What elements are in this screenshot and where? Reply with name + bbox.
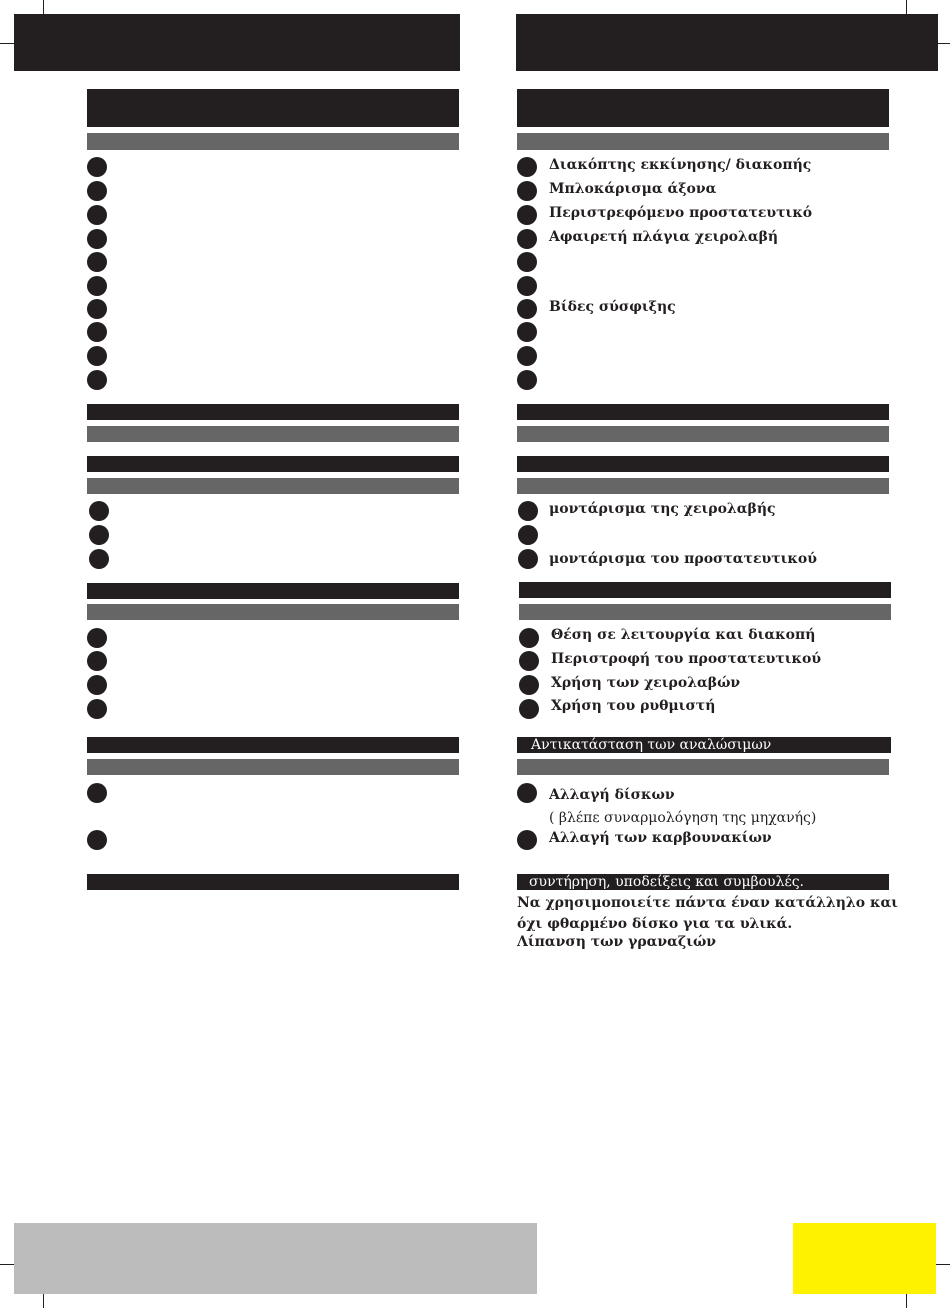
right-operation-bar — [519, 582, 891, 598]
list-bullet — [87, 651, 107, 671]
list-bullet — [517, 830, 537, 850]
right-section-subbar — [517, 426, 889, 442]
list-bullet — [517, 322, 537, 342]
left-header-banner — [14, 14, 460, 71]
right-operation-subbar — [519, 604, 891, 620]
list-bullet — [517, 346, 537, 366]
list-bullet — [87, 346, 107, 366]
list-bullet — [87, 299, 107, 319]
right-subtitle-bar — [517, 133, 889, 150]
list-bullet — [89, 501, 109, 521]
maintenance-title: συντήρηση, υποδείξεις και συμβουλές. — [529, 874, 804, 890]
list-bullet — [518, 525, 538, 545]
list-bullet — [87, 181, 107, 201]
left-section-bar — [87, 404, 459, 420]
list-bullet — [89, 549, 109, 569]
left-title-block — [87, 89, 459, 127]
list-bullet — [517, 252, 537, 272]
right-assembly-bar — [517, 456, 889, 472]
list-bullet — [517, 157, 537, 177]
right-replacement-subbar — [517, 759, 889, 775]
left-assembly-bar — [87, 456, 459, 472]
left-subtitle-bar — [87, 133, 459, 150]
list-bullet — [87, 229, 107, 249]
left-replacement-subbar — [87, 759, 459, 775]
footer-yellow-block — [793, 1223, 936, 1294]
operation-use-handles: Χρήση των χειρολαβών — [551, 675, 741, 691]
left-maintenance-bar — [87, 874, 459, 890]
left-assembly-subbar — [87, 478, 459, 494]
replacement-disc-change: Αλλαγή δίσκων — [549, 787, 675, 803]
list-bullet — [517, 229, 537, 249]
list-bullet — [519, 651, 539, 671]
list-bullet — [87, 205, 107, 225]
assembly-guard: μοντάρισμα του προστατευτικού — [549, 551, 817, 567]
list-bullet — [517, 370, 537, 390]
replacement-disc-note: ( βλέπε συναρμολόγηση της μηχανής) — [549, 810, 817, 826]
list-bullet — [87, 628, 107, 648]
list-bullet — [89, 525, 109, 545]
list-bullet — [87, 830, 107, 850]
list-bullet — [87, 322, 107, 342]
part-side-handle: Αφαιρετή πλάγια χειρολαβή — [549, 229, 779, 245]
right-assembly-subbar — [517, 478, 889, 494]
right-section-bar — [517, 404, 889, 420]
left-replacement-bar — [87, 737, 459, 753]
list-bullet — [87, 675, 107, 695]
left-section-subbar — [87, 426, 459, 442]
part-spindle-lock: Μπλοκάρισμα άξονα — [549, 181, 717, 197]
list-bullet — [87, 276, 107, 296]
list-bullet — [517, 181, 537, 201]
list-bullet — [87, 157, 107, 177]
list-bullet — [519, 699, 539, 719]
left-operation-subbar — [87, 604, 459, 620]
part-clamping-screws: Βίδες σύσφιξης — [549, 299, 676, 315]
maintenance-line-1: Να χρησιμοποιείτε πάντα έναν κατάλληλο και — [517, 895, 899, 911]
list-bullet — [517, 783, 537, 803]
list-bullet — [87, 783, 107, 803]
operation-on-off: Θέση σε λειτουργία και διακοπή — [551, 627, 816, 643]
list-bullet — [519, 628, 539, 648]
replacement-title: Αντικατάσταση των αναλώσιμων — [531, 737, 772, 753]
list-bullet — [87, 252, 107, 272]
replacement-brush-change: Αλλαγή των καρβουνακίων — [549, 830, 772, 846]
operation-use-regulator: Χρήση του ρυθμιστή — [551, 698, 716, 714]
list-bullet — [519, 675, 539, 695]
list-bullet — [87, 370, 107, 390]
list-bullet — [518, 501, 538, 521]
footer-gray-bar — [14, 1223, 537, 1294]
list-bullet — [87, 699, 107, 719]
assembly-handle: μοντάρισμα της χειρολαβής — [549, 501, 776, 517]
operation-rotate-guard: Περιστροφή του προστατευτικού — [551, 651, 822, 667]
maintenance-line-2: όχι φθαρμένο δίσκο για τα υλικά. — [517, 916, 793, 932]
maintenance-line-3: Λίπανση των γραναζιών — [517, 934, 717, 950]
list-bullet — [517, 205, 537, 225]
right-header-banner — [516, 14, 938, 71]
right-title-block — [517, 89, 889, 127]
part-rotating-guard: Περιστρεφόμενο προστατευτικό — [549, 205, 813, 221]
list-bullet — [517, 299, 537, 319]
part-start-stop-switch: Διακόπτης εκκίνησης/ διακοπής — [549, 157, 812, 173]
left-operation-bar — [87, 583, 459, 599]
list-bullet — [517, 276, 537, 296]
list-bullet — [518, 549, 538, 569]
